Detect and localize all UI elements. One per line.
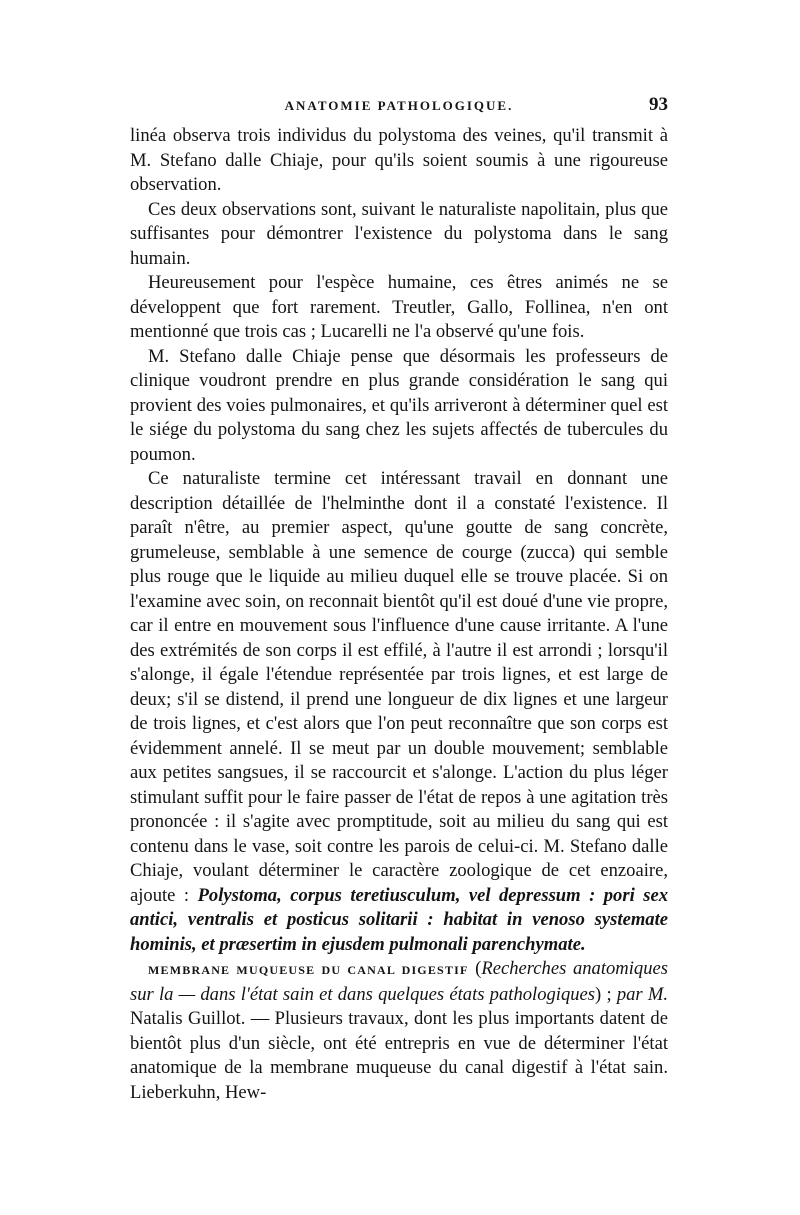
section-text: — Plusieurs travaux, dont les plus importants datent de bientôt plus d'un siècle, ont été entrepris en vue de déterminer l'état anatomique de la membrane muqueuse du canal digestif à l'état sain. Lieberkuhn, Hew- [130,1008,668,1103]
paragraph-4-text: M. Stefano dalle Chiaje pense que désormais les professeurs de clinique voudront prendre en plus grande considération le sang qui provient des voies pulmonaires, et qu'ils arriveront à déterminer quel est le siége du polystoma du sang chez les sujets affectés de tubercules du poumon. [130,345,668,465]
work-title: Recherches anatomiques sur la — dans l'état sain et dans quelques états pathologiques [130,958,668,1005]
paragraph-5-text: Ce naturaliste termine cet intéressant travail en donnant une description détaillée de l'helminthe dont il a constaté l'existence. Il paraît n'être, au premier aspect, qu'une goutte de sang concrète, grumeleuse, semblable à une semence de courge (zucca) qui semble plus rouge que le liquide au milieu duquel elle se trouve placée. Si on l'examine avec soin, on reconnait bientôt qu'il est doué d'une vie propre, car il entre en mouvement sous l'influence d'une cause irritante. A l'une des extrémités de son corps il est effilé, à l'autre il est arrondi ; lorsqu'il s'alonge, il égale l'étendue représentée par trois lignes, et est large de deux; s'il se distend, il prend une longueur de dix lignes et une largeur de trois lignes, et c'est alors que l'on peut reconnaître que son corps est évidemment annelé. Il se meut par un double mouvement; semblable aux petites sangsues, il se raccourcit et s'alonge. L'action du plus léger stimulant suffit pour le faire passer de l'état de repos à une agitation très prononcée : il s'agite avec promptitude, soit au milieu du sang qui est contenu dans le vase, soit contre les parois de celui-ci. M. Stefano dalle Chiaje, voulant déterminer le caractère zoologique de cet enzoaire, ajoute : [130,468,668,906]
page-number: 93 [649,94,668,115]
paragraph-3-text: Heureusement pour l'espèce humaine, ces êtres animés ne se développent que fort rarement. Treutler, Gallo, Follinea, n'en ont mentionné que trois cas ; Lucarelli ne l'a observé qu'une fois. [130,272,668,342]
section-paragraph [130,957,668,1105]
paragraph-4 [130,345,668,468]
by-label: par M. [616,983,668,1005]
paragraph-1-text: linéa observa trois individus du polystoma des veines, qu'il transmit à M. Stefano dalle Chiaje, pour qu'ils soient soumis à une rigoureuse observation. [130,125,668,195]
section-heading: MEMBRANE MUQUEUSE DU CANAL DIGESTIF [148,963,469,977]
author-name: Natalis Guillot. [130,1008,246,1029]
paragraph-2-text: Ces deux observations sont, suivant le naturaliste napolitain, plus que suffisantes pour démontrer l'existence du polystoma dans le sang humain. [130,198,668,269]
paragraph-3 [130,271,668,345]
running-title: ANATOMIE PATHOLOGIQUE. [284,98,514,113]
paragraph-5 [130,467,668,957]
paragraph-2 [130,198,668,272]
body-text [130,124,668,1105]
paren-close: ) ; [595,983,612,1005]
running-head [130,94,668,124]
latin-description: Polystoma, corpus teretiusculum, vel depressum : pori sex antici, ventralis et posticus solitarii : habitat in venoso systemate hominis, et præsertim in ejusdem pulmonali parenchymate. [130,884,668,955]
book-page [130,94,668,1105]
paragraph-1 [130,124,668,198]
paren-open: ( [475,958,482,979]
